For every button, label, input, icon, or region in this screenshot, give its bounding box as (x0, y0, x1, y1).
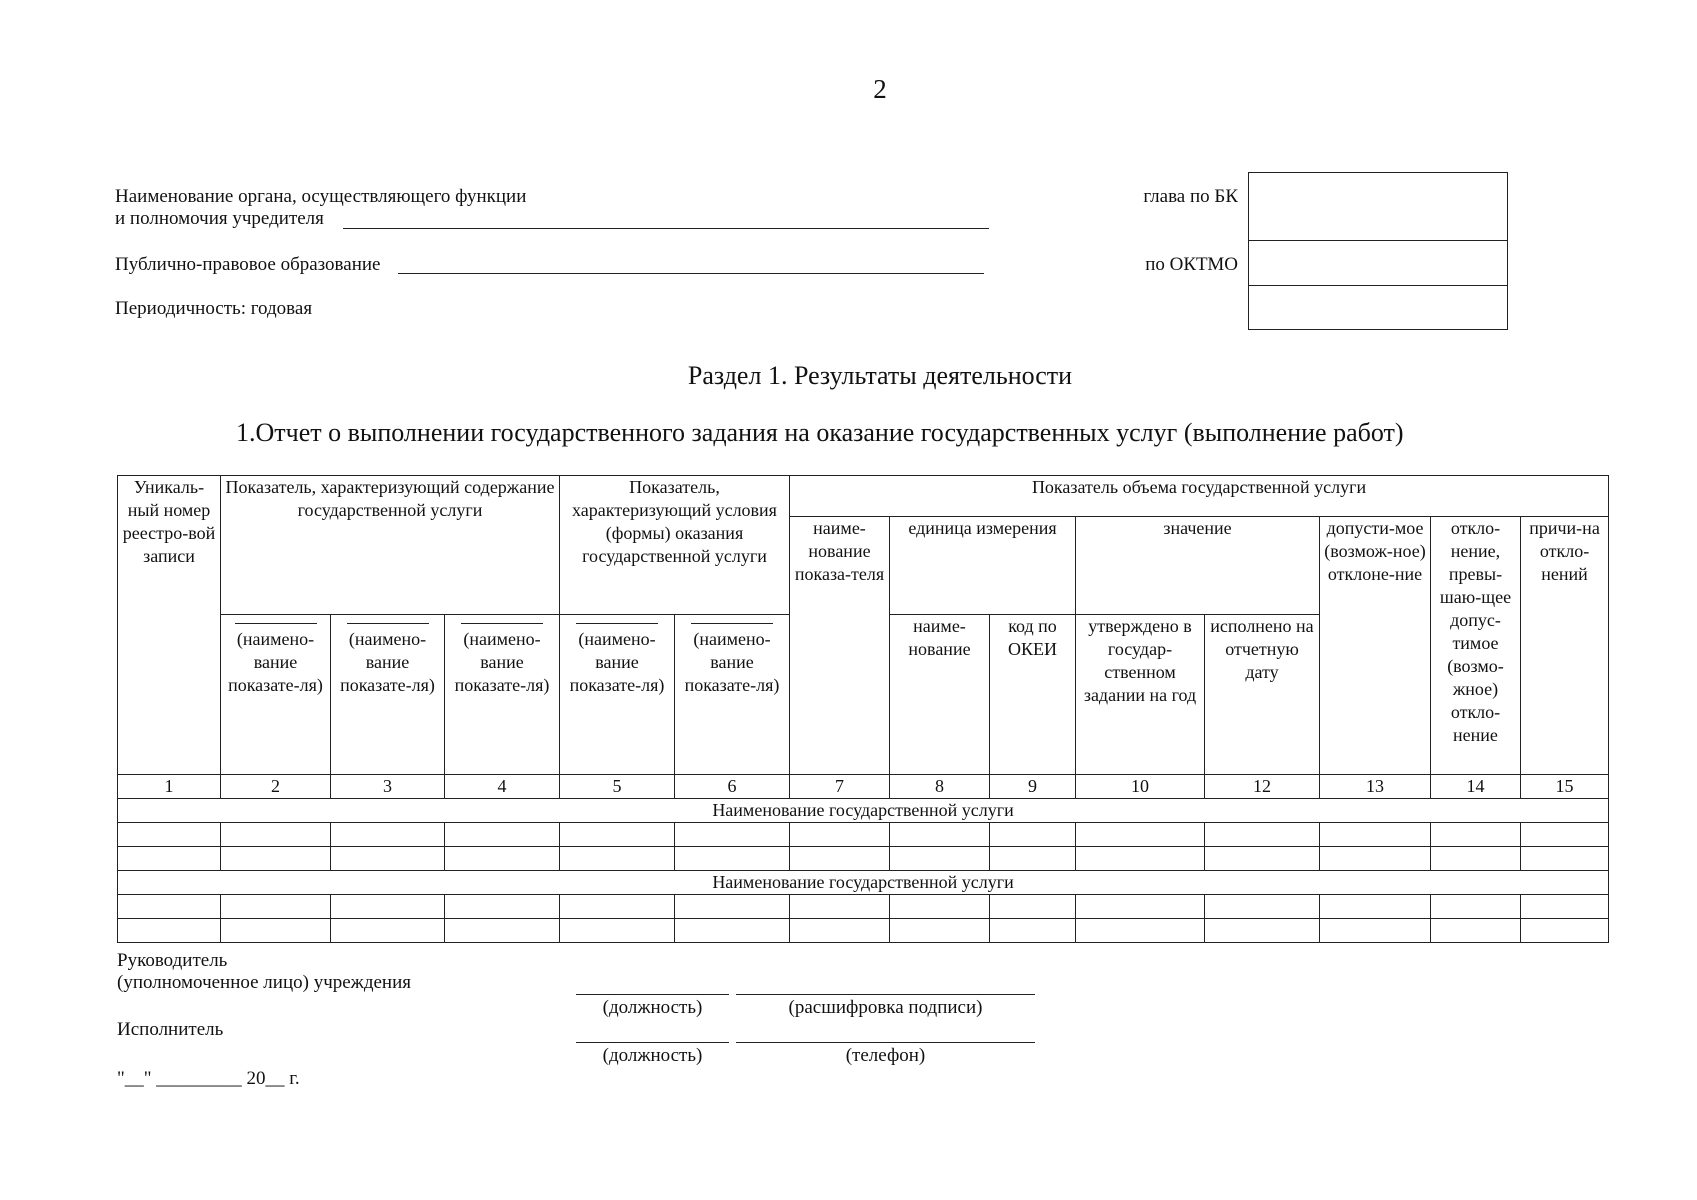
column-number: 12 (1205, 775, 1320, 799)
subheader-indicator-5: (наимено-вание показате-ля) (560, 615, 675, 775)
header-allowed-deviation: допусти-мое (возмож-ное) отклоне-ние (1320, 517, 1431, 775)
report-title: 1.Отчет о выполнении государственного задания на оказание государственных услуг (выполнение работ) (236, 418, 1404, 447)
codes-box (1248, 172, 1508, 330)
column-number: 8 (890, 775, 990, 799)
head-decode-caption: (расшифровка подписи) (788, 997, 983, 1018)
column-number: 1 (118, 775, 221, 799)
table-row (118, 895, 1609, 919)
subheader-indicator-2: (наимено-вание показате-ля) (221, 615, 331, 775)
header-value: значение (1076, 517, 1320, 615)
column-number: 9 (990, 775, 1076, 799)
executor-phone-caption: (телефон) (845, 1045, 926, 1066)
header-unique-number: Уникаль-ный номер реестро-вой записи (118, 476, 221, 775)
subheader-unit-code: код по ОКЕИ (990, 615, 1076, 775)
organ-field-line (343, 228, 989, 229)
column-number: 3 (331, 775, 445, 799)
column-number: 13 (1320, 775, 1431, 799)
header-excess-deviation: откло-нение, превы-шаю-щее допус-тимое (возмо-жное) откло-нение (1431, 517, 1521, 775)
head-decode-line (736, 994, 1035, 995)
subheader-indicator-4: (наимено-вание показате-ля) (445, 615, 560, 775)
table-row (118, 847, 1609, 871)
head-label-line1: Руководитель (117, 950, 228, 971)
column-number: 6 (675, 775, 790, 799)
periodicity-label: Периодичность: годовая (115, 298, 313, 319)
head-position-line (576, 994, 729, 995)
table-row (118, 919, 1609, 943)
subheader-indicator-6: (наимено-вание показате-ля) (675, 615, 790, 775)
oktmo-code-label: по ОКТМО (1145, 254, 1238, 275)
organ-label-line2: и полномочия учредителя (115, 208, 324, 229)
executor-position-line (576, 1042, 729, 1043)
column-number: 14 (1431, 775, 1521, 799)
executor-position-caption: (должность) (602, 1045, 703, 1066)
column-number: 7 (790, 775, 890, 799)
head-position-caption: (должность) (602, 997, 703, 1018)
subheader-value-done: исполнено на отчетную дату (1205, 615, 1320, 775)
public-entity-field-line (398, 273, 984, 274)
service-name-row: Наименование государственной услуги (118, 871, 1609, 895)
blank-code-cell (1249, 286, 1507, 329)
report-table (117, 475, 1609, 943)
header-deviation-reason: причи-на откло-нений (1521, 517, 1609, 775)
bk-code-label: глава по БК (1143, 186, 1238, 207)
service-name-row: Наименование государственной услуги (118, 799, 1609, 823)
column-number: 10 (1076, 775, 1205, 799)
column-number-row (118, 775, 1609, 799)
column-number: 2 (221, 775, 331, 799)
bk-code-cell (1249, 173, 1507, 241)
executor-label: Исполнитель (117, 1019, 224, 1040)
executor-phone-line (736, 1042, 1035, 1043)
column-number: 4 (445, 775, 560, 799)
public-entity-label: Публично-правовое образование (115, 254, 381, 275)
page-number: 2 (873, 74, 887, 104)
subheader-unit-name: наиме-нование (890, 615, 990, 775)
column-number: 15 (1521, 775, 1609, 799)
header-indicator-name: наиме-нование показа-теля (790, 517, 890, 775)
header-content-indicator: Показатель, характеризующий содержание государственной услуги (221, 476, 560, 615)
column-number: 5 (560, 775, 675, 799)
table-row (118, 823, 1609, 847)
oktmo-code-cell (1249, 241, 1507, 286)
header-unit: единица измерения (890, 517, 1076, 615)
date-line: "__" _________ 20__ г. (117, 1068, 300, 1089)
header-volume-indicator: Показатель объема государственной услуги (790, 476, 1609, 517)
header-conditions-indicator: Показатель, характеризующий условия (формы) оказания государственной услуги (560, 476, 790, 615)
section-title: Раздел 1. Результаты деятельности (687, 361, 1073, 390)
head-label-line2: (уполномоченное лицо) учреждения (117, 972, 411, 993)
organ-label-line1: Наименование органа, осуществляющего функции (115, 186, 527, 207)
subheader-indicator-3: (наимено-вание показате-ля) (331, 615, 445, 775)
subheader-value-approved: утверждено в государ-ственном задании на год (1076, 615, 1205, 775)
